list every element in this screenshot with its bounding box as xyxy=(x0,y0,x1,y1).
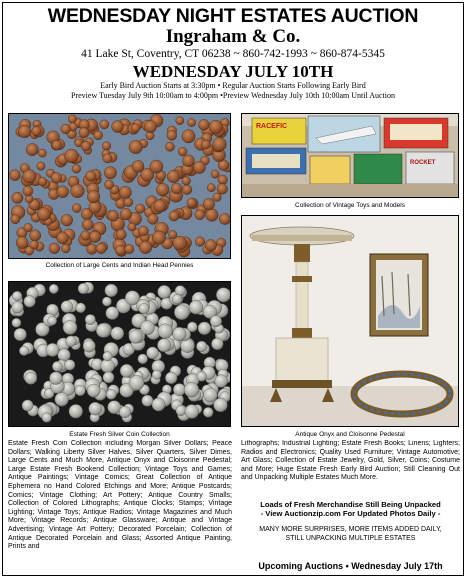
right-item-list: Lithographs; Industrial Lighting; Estate Fresh Books; Linens; Lighters; Radios and Electronics; Quality Used Furniture; Vintage Automotive; Art Glass; Collection of Estate Jewelry, Gold, Silver, Coins; Costume and More; Huge Estate Fresh Early Bird Auction; Still Cleaning Out and Unpacking Multiple Estates Much More. xyxy=(241,440,460,482)
coin-shape xyxy=(57,186,69,198)
coin-shape xyxy=(65,149,79,163)
coin-shape xyxy=(150,160,163,173)
more-note-line2: STILL UNPACKING MULTIPLE ESTATES xyxy=(285,534,416,542)
coin-shape xyxy=(165,142,174,151)
coin-shape xyxy=(188,119,196,127)
coin-shape xyxy=(75,385,86,396)
coin-shape xyxy=(148,214,159,225)
coin-shape xyxy=(58,349,71,362)
coin-shape xyxy=(69,404,83,418)
coin-shape xyxy=(94,131,103,140)
coin-shape xyxy=(108,401,121,414)
headline: WEDNESDAY NIGHT ESTATES AUCTION xyxy=(47,5,419,27)
toys-caption: Collection of Vintage Toys and Models xyxy=(295,202,405,209)
coin-shape xyxy=(182,130,195,143)
coin-shape xyxy=(176,117,184,125)
coin-shape xyxy=(25,195,33,203)
toys-photo xyxy=(241,113,459,198)
coin-shape xyxy=(183,155,195,167)
coin-shape xyxy=(138,226,148,236)
coin-shape xyxy=(185,405,199,419)
coin-shape xyxy=(152,231,165,244)
flyer-header xyxy=(3,5,463,101)
coin-shape xyxy=(201,140,210,149)
coin-shape xyxy=(209,120,223,134)
onyx-pedestal-photo xyxy=(241,215,459,427)
coin-shape xyxy=(25,246,34,255)
coin-shape xyxy=(105,284,118,297)
coin-shape xyxy=(86,171,97,182)
coin-shape xyxy=(129,330,143,344)
coin-shape xyxy=(132,160,144,172)
coin-shape xyxy=(96,323,110,337)
coin-shape xyxy=(61,244,70,253)
coin-shape xyxy=(157,339,170,352)
coin-shape xyxy=(52,361,62,371)
coin-shape xyxy=(158,285,171,298)
toy-box-rocket-label: ROCKET xyxy=(410,160,436,166)
coin-shape xyxy=(61,214,73,226)
coin-shape xyxy=(197,372,207,382)
coin-shape xyxy=(29,230,40,241)
toys-illustration xyxy=(242,114,459,198)
coin-shape xyxy=(154,200,166,212)
coin-shape xyxy=(147,347,159,359)
coin-shape xyxy=(61,301,73,313)
coin-shape xyxy=(140,321,154,335)
coin-shape xyxy=(103,372,114,383)
auction-date: WEDNESDAY JULY 10TH xyxy=(132,62,334,81)
coin-shape xyxy=(156,183,169,196)
coin-shape xyxy=(104,167,116,179)
coin-shape xyxy=(19,346,29,356)
coin-shape xyxy=(10,170,21,181)
coin-shape xyxy=(106,389,116,399)
coin-shape xyxy=(72,204,81,213)
coin-shape xyxy=(152,370,161,379)
coin-shape xyxy=(215,375,228,388)
copper-coins-photo xyxy=(8,113,231,259)
coin-shape xyxy=(158,324,173,339)
unpacked-note-line1: Loads of Fresh Merchandise Still Being Unpacked xyxy=(260,500,441,509)
coin-shape xyxy=(187,198,197,208)
coin-shape xyxy=(195,210,205,220)
coin-shape xyxy=(81,141,91,151)
coin-shape xyxy=(142,395,153,406)
silver-coins-illustration xyxy=(9,282,231,427)
coin-shape xyxy=(124,198,133,207)
coin-shape xyxy=(219,213,230,224)
coin-shape xyxy=(174,305,189,320)
coin-shape xyxy=(68,115,76,123)
coin-shape xyxy=(125,244,134,253)
company-name: Ingraham & Co. xyxy=(165,26,301,47)
coin-shape xyxy=(32,126,41,135)
coin-shape xyxy=(22,400,33,411)
coin-shape xyxy=(167,170,180,183)
preview-line: Preview Tuesday July 9th 10:00am to 4:00pm •Preview Wednesday July 10th 10:00am Until Auction xyxy=(71,91,395,100)
coin-shape xyxy=(72,164,81,173)
coin-shape xyxy=(198,322,211,335)
coin-shape xyxy=(61,124,71,134)
more-note-line1: MANY MORE SURPRISES, MORE ITEMS ADDED DAILY, xyxy=(259,526,442,533)
coin-shape xyxy=(195,237,205,247)
coin-shape xyxy=(23,170,37,184)
coin-shape xyxy=(25,372,37,384)
coin-shape xyxy=(217,184,228,195)
coin-shape xyxy=(131,124,140,133)
coin-shape xyxy=(102,142,111,151)
coin-shape xyxy=(216,288,230,302)
coin-shape xyxy=(49,243,60,254)
coin-shape xyxy=(49,284,58,293)
coin-shape xyxy=(182,185,192,195)
coin-shape xyxy=(12,318,21,327)
coin-shape xyxy=(165,372,177,384)
coin-shape xyxy=(213,193,222,202)
silver-coins-caption: Estate Fresh Silver Coin Collection xyxy=(69,431,170,438)
coin-shape xyxy=(12,192,23,203)
coin-shape xyxy=(112,121,124,133)
coin-shape xyxy=(199,119,210,130)
coin-shape xyxy=(211,170,219,178)
copper-coins-caption: Collection of Large Cents and Indian Head Pennies xyxy=(45,262,194,269)
coin-shape xyxy=(24,296,36,308)
coin-shape xyxy=(173,327,187,341)
coin-shape xyxy=(105,180,114,189)
coin-shape xyxy=(120,364,133,377)
coin-shape xyxy=(210,315,222,327)
coin-shape xyxy=(218,175,228,185)
coin-shape xyxy=(205,240,217,252)
coin-shape xyxy=(196,341,207,352)
coin-shape xyxy=(173,384,185,396)
coin-shape xyxy=(103,154,112,163)
coin-shape xyxy=(115,245,125,255)
coin-shape xyxy=(87,190,100,203)
coin-shape xyxy=(46,343,59,356)
coin-shape xyxy=(203,407,213,417)
coin-shape xyxy=(89,231,101,243)
coin-shape xyxy=(23,186,33,196)
coin-shape xyxy=(78,283,89,294)
coin-shape xyxy=(38,149,46,157)
coin-shape xyxy=(18,125,31,138)
unpacked-note-line2: - View Auctionzip.com For Updated Photos Daily - xyxy=(260,509,441,518)
auction-flyer xyxy=(2,2,464,576)
coin-shape xyxy=(57,232,69,244)
coin-shape xyxy=(51,173,62,184)
coin-shape xyxy=(172,294,182,304)
schedule-line: Early Bird Auction Starts at 3:30pm • Regular Auction Starts Following Early Bird xyxy=(100,81,366,90)
coin-shape xyxy=(139,303,149,313)
coin-shape xyxy=(42,413,52,423)
coin-shape xyxy=(135,204,144,213)
toy-box-racer-label: RACEFIC xyxy=(256,123,288,130)
coin-shape xyxy=(144,120,156,132)
coin-shape xyxy=(79,127,89,137)
coin-shape xyxy=(87,384,100,397)
coin-shape xyxy=(102,297,111,306)
coin-shape xyxy=(116,229,126,239)
coin-shape xyxy=(48,316,57,325)
coin-shape xyxy=(37,208,50,221)
coin-shape xyxy=(129,140,143,154)
pedestal-illustration xyxy=(242,216,459,427)
coin-shape xyxy=(139,241,152,254)
coin-shape xyxy=(83,340,95,352)
coin-shape xyxy=(176,405,186,415)
coin-shape xyxy=(169,211,179,221)
coin-shape xyxy=(63,321,77,335)
left-item-list: Estate Fresh Coin Collection including Morgan Silver Dollars; Peace Dollars; Walking Liberty Silver Halves, Silver Quarters, Silver Dimes, Large Cents and Much More, Antique Onyx and Cloisonne Pedestal; Large Estate Fresh Bookend Collection; Vintage Toys and Games; Antique Paintings; Vintage Comics; Great Collection of Antique Ephemera no Hand Colored Etchings and More; Antique Postcards; Comics; Vintage Clothing; Art Pottery; Antique Country Smalls; Collection of Colored Lithographs; Antique Clocks; Stamps; Vintage Lighting; Vintage Toys; Antique Radios; Vintage Magazines and Much More; Vintage Records; Antique Glassware; Antique and Vintage Advertising; Vintage Art Pottery; Decorated Porcelain; Collection of Antique Decorated Porcelain and Glass; Assorted Antique Painting, Prints and xyxy=(8,440,232,551)
coin-shape xyxy=(26,144,38,156)
coin-shape xyxy=(173,236,187,250)
coin-shape xyxy=(171,183,182,194)
silver-coins-photo xyxy=(8,281,231,427)
coin-shape xyxy=(71,184,85,198)
coin-shape xyxy=(182,177,191,186)
coin-shape xyxy=(52,140,62,150)
coin-shape xyxy=(103,352,112,361)
coin-shape xyxy=(111,327,124,340)
coin-shape xyxy=(119,186,131,198)
coin-shape xyxy=(108,210,119,221)
coin-shape xyxy=(76,303,86,313)
coin-shape xyxy=(37,162,45,170)
coin-shape xyxy=(119,406,131,418)
coin-shape xyxy=(152,398,165,411)
coin-shape xyxy=(193,161,205,173)
coin-shape xyxy=(55,392,69,406)
coin-shape xyxy=(50,372,63,385)
upcoming-auctions: Upcoming Auctions • Wednesday July 17th xyxy=(258,561,443,571)
right-column xyxy=(241,440,460,543)
coin-shape xyxy=(178,147,187,156)
coin-shape xyxy=(12,291,22,301)
coin-shape xyxy=(96,243,107,254)
coin-shape xyxy=(12,302,24,314)
coin-shape xyxy=(106,307,119,320)
coin-shape xyxy=(38,177,47,186)
coin-shape xyxy=(85,314,95,324)
coin-shape xyxy=(129,375,144,390)
coin-shape xyxy=(203,388,217,402)
address-line: 41 Lake St, Coventry, CT 06238 ~ 860-742-1993 ~ 860-874-5345 xyxy=(81,48,385,60)
coin-shape xyxy=(120,208,132,220)
coin-shape xyxy=(16,237,28,249)
coin-shape xyxy=(14,328,27,341)
coin-shape xyxy=(167,130,177,140)
coin-shape xyxy=(64,360,75,371)
coin-shape xyxy=(203,198,215,210)
coin-shape xyxy=(213,137,227,151)
coin-shape xyxy=(100,120,109,129)
coin-shape xyxy=(128,223,136,231)
coin-shape xyxy=(211,338,223,350)
onyx-pedestal-caption: Antique Onyx and Cloisonne Pedestal xyxy=(295,431,405,438)
coin-shape xyxy=(184,382,199,397)
coin-shape xyxy=(11,215,20,224)
coin-shape xyxy=(189,300,203,314)
coin-shape xyxy=(66,336,77,347)
coin-shape xyxy=(81,231,91,241)
coin-shape xyxy=(138,354,148,364)
coin-shape xyxy=(214,398,228,412)
coin-shape xyxy=(207,184,215,192)
coin-shape xyxy=(206,209,219,222)
coin-shape xyxy=(89,402,102,415)
copper-coins-illustration xyxy=(9,114,231,259)
coin-shape xyxy=(24,223,33,232)
coin-shape xyxy=(82,219,93,230)
